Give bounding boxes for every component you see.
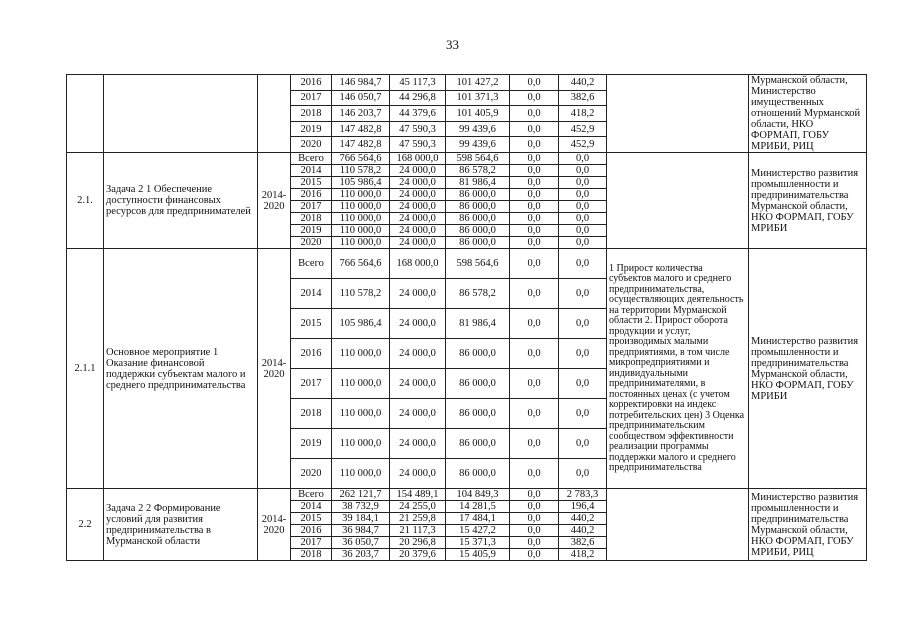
year-cell: 2020	[291, 237, 332, 249]
value-cell: 147 482,8	[332, 121, 390, 137]
value-cell: 0,0	[510, 309, 559, 339]
section-period: 2014-2020	[258, 153, 291, 249]
value-cell: 101 371,3	[446, 90, 510, 106]
value-cell: 196,4	[559, 501, 607, 513]
year-cell: 2017	[291, 537, 332, 549]
value-cell: 86 000,0	[446, 225, 510, 237]
value-cell: 0,0	[559, 237, 607, 249]
section-executors: Министерство развития промышленности и предпринимательства Мурманской области, НКО ФОРМАП, ГОБУ МРИБИ, РИЦ	[749, 489, 867, 561]
value-cell: 0,0	[559, 177, 607, 189]
section-executors: Министерство развития промышленности и предпринимательства Мурманской области, НКО ФОРМАП, ГОБУ МРИБИ	[749, 153, 867, 249]
value-cell: 110 000,0	[332, 213, 390, 225]
value-cell: 0,0	[510, 213, 559, 225]
value-cell: 0,0	[559, 153, 607, 165]
section-executors: Министерство развития промышленности и предпринимательства Мурманской области, НКО ФОРМАП, ГОБУ МРИБИ	[749, 249, 867, 489]
year-cell: 2015	[291, 309, 332, 339]
value-cell: 24 000,0	[390, 165, 446, 177]
value-cell: 0,0	[510, 399, 559, 429]
value-cell: 24 000,0	[390, 177, 446, 189]
section-number: 2.1.	[67, 153, 104, 249]
value-cell: 110 578,2	[332, 279, 390, 309]
value-cell: 110 578,2	[332, 165, 390, 177]
value-cell: 110 000,0	[332, 339, 390, 369]
year-cell: 2020	[291, 459, 332, 489]
year-cell: 2020	[291, 137, 332, 153]
value-cell: 86 000,0	[446, 369, 510, 399]
section-executors: Мурманской области, Министерство имущественных отношений Мурманской области, НКО ФОРМАП, ГОБУ МРИБИ, РИЦ	[749, 75, 867, 153]
value-cell: 105 986,4	[332, 177, 390, 189]
value-cell: 0,0	[510, 237, 559, 249]
value-cell: 0,0	[510, 121, 559, 137]
year-cell: 2014	[291, 279, 332, 309]
value-cell: 0,0	[510, 513, 559, 525]
value-cell: 20 379,6	[390, 549, 446, 561]
value-cell: 86 000,0	[446, 429, 510, 459]
value-cell: 0,0	[510, 90, 559, 106]
year-cell: 2014	[291, 501, 332, 513]
value-cell: 0,0	[510, 525, 559, 537]
value-cell: 262 121,7	[332, 489, 390, 501]
year-cell: 2017	[291, 201, 332, 213]
value-cell: 0,0	[559, 213, 607, 225]
value-cell: 24 000,0	[390, 339, 446, 369]
value-cell: 0,0	[510, 249, 559, 279]
value-cell: 0,0	[510, 369, 559, 399]
value-cell: 0,0	[510, 501, 559, 513]
value-cell: 21 117,3	[390, 525, 446, 537]
value-cell: 146 203,7	[332, 106, 390, 122]
year-cell: 2015	[291, 177, 332, 189]
value-cell: 86 000,0	[446, 339, 510, 369]
year-cell: 2016	[291, 525, 332, 537]
value-cell: 0,0	[559, 339, 607, 369]
value-cell: 110 000,0	[332, 399, 390, 429]
value-cell: 86 000,0	[446, 237, 510, 249]
value-cell: 0,0	[510, 75, 559, 91]
value-cell: 24 000,0	[390, 189, 446, 201]
value-cell: 598 564,6	[446, 153, 510, 165]
value-cell: 766 564,6	[332, 249, 390, 279]
value-cell: 110 000,0	[332, 225, 390, 237]
year-cell: 2018	[291, 106, 332, 122]
table-body	[67, 75, 867, 561]
section-indicators	[607, 153, 749, 249]
value-cell: 440,2	[559, 75, 607, 91]
value-cell: 168 000,0	[390, 153, 446, 165]
value-cell: 0,0	[559, 459, 607, 489]
value-cell: 0,0	[559, 279, 607, 309]
value-cell: 24 000,0	[390, 225, 446, 237]
value-cell: 382,6	[559, 90, 607, 106]
value-cell: 766 564,6	[332, 153, 390, 165]
value-cell: 440,2	[559, 525, 607, 537]
year-cell: 2017	[291, 369, 332, 399]
value-cell: 24 000,0	[390, 237, 446, 249]
value-cell: 86 578,2	[446, 165, 510, 177]
year-cell: 2019	[291, 429, 332, 459]
value-cell: 598 564,6	[446, 249, 510, 279]
value-cell: 0,0	[559, 201, 607, 213]
value-cell: 110 000,0	[332, 429, 390, 459]
value-cell: 14 281,5	[446, 501, 510, 513]
section-period: 2014-2020	[258, 249, 291, 489]
value-cell: 418,2	[559, 106, 607, 122]
value-cell: 21 259,8	[390, 513, 446, 525]
value-cell: 86 000,0	[446, 459, 510, 489]
value-cell: 0,0	[510, 459, 559, 489]
value-cell: 105 986,4	[332, 309, 390, 339]
value-cell: 45 117,3	[390, 75, 446, 91]
value-cell: 24 000,0	[390, 399, 446, 429]
value-cell: 146 050,7	[332, 90, 390, 106]
section-indicators	[607, 489, 749, 561]
value-cell: 17 484,1	[446, 513, 510, 525]
value-cell: 15 405,9	[446, 549, 510, 561]
value-cell: 15 371,3	[446, 537, 510, 549]
section-name: Задача 2 2 Формирование условий для развития предпринимательства в Мурманской области	[104, 489, 258, 561]
value-cell: 24 000,0	[390, 459, 446, 489]
value-cell: 86 000,0	[446, 189, 510, 201]
value-cell: 0,0	[510, 537, 559, 549]
value-cell: 0,0	[510, 153, 559, 165]
section-number: 2.2	[67, 489, 104, 561]
value-cell: 24 000,0	[390, 213, 446, 225]
table-row	[67, 153, 867, 165]
table-row	[67, 75, 867, 91]
year-cell: 2016	[291, 75, 332, 91]
year-cell: 2014	[291, 165, 332, 177]
value-cell: 99 439,6	[446, 121, 510, 137]
value-cell: 101 405,9	[446, 106, 510, 122]
value-cell: 2 783,3	[559, 489, 607, 501]
value-cell: 0,0	[510, 201, 559, 213]
value-cell: 0,0	[510, 189, 559, 201]
value-cell: 452,9	[559, 137, 607, 153]
value-cell: 0,0	[510, 429, 559, 459]
year-cell: 2016	[291, 339, 332, 369]
value-cell: 39 184,1	[332, 513, 390, 525]
value-cell: 0,0	[510, 339, 559, 369]
value-cell: 47 590,3	[390, 137, 446, 153]
value-cell: 24 000,0	[390, 309, 446, 339]
program-table	[66, 74, 867, 561]
value-cell: 146 984,7	[332, 75, 390, 91]
value-cell: 0,0	[510, 165, 559, 177]
value-cell: 24 000,0	[390, 429, 446, 459]
value-cell: 104 849,3	[446, 489, 510, 501]
value-cell: 452,9	[559, 121, 607, 137]
value-cell: 20 296,8	[390, 537, 446, 549]
value-cell: 81 986,4	[446, 309, 510, 339]
year-cell: 2016	[291, 189, 332, 201]
value-cell: 24 255,0	[390, 501, 446, 513]
value-cell: 110 000,0	[332, 189, 390, 201]
value-cell: 0,0	[559, 369, 607, 399]
page-number: 33	[446, 37, 459, 52]
value-cell: 44 296,8	[390, 90, 446, 106]
year-cell: Всего	[291, 249, 332, 279]
section-number	[67, 75, 104, 153]
value-cell: 47 590,3	[390, 121, 446, 137]
value-cell: 86 578,2	[446, 279, 510, 309]
section-name: Задача 2 1 Обеспечение доступности финансовых ресурсов для предпринимателей	[104, 153, 258, 249]
value-cell: 154 489,1	[390, 489, 446, 501]
value-cell: 81 986,4	[446, 177, 510, 189]
year-cell: 2018	[291, 213, 332, 225]
value-cell: 0,0	[559, 399, 607, 429]
section-indicators: 1 Прирост количества субъектов малого и среднего предпринимательства, осуществляющих деятельность на территории Мурманской области 2. Прирост оборота продукции и услуг, производимых малыми предприятиями, в том числе микропредприятиями и индивидуальными предпринимателями, в постоянных ценах (с учетом корректировки на индекс потребительских цен) 3 Оценка предпринимательским сообществом эффективности реализации программы поддержки малого и среднего предпринимательства	[607, 249, 749, 489]
value-cell: 101 427,2	[446, 75, 510, 91]
year-cell: Всего	[291, 153, 332, 165]
value-cell: 0,0	[559, 189, 607, 201]
value-cell: 110 000,0	[332, 201, 390, 213]
value-cell: 440,2	[559, 513, 607, 525]
section-period: 2014-2020	[258, 489, 291, 561]
value-cell: 15 427,2	[446, 525, 510, 537]
year-cell: 2018	[291, 399, 332, 429]
value-cell: 382,6	[559, 537, 607, 549]
section-period	[258, 75, 291, 153]
value-cell: 0,0	[559, 249, 607, 279]
value-cell: 24 000,0	[390, 369, 446, 399]
value-cell: 0,0	[510, 137, 559, 153]
value-cell: 0,0	[510, 177, 559, 189]
year-cell: Всего	[291, 489, 332, 501]
year-cell: 2019	[291, 121, 332, 137]
value-cell: 147 482,8	[332, 137, 390, 153]
table-row	[67, 489, 867, 501]
table-row	[67, 249, 867, 279]
year-cell: 2017	[291, 90, 332, 106]
section-name: Основное мероприятие 1 Оказание финансовой поддержки субъектам малого и среднего предпринимательства	[104, 249, 258, 489]
section-name	[104, 75, 258, 153]
value-cell: 168 000,0	[390, 249, 446, 279]
value-cell: 99 439,6	[446, 137, 510, 153]
value-cell: 110 000,0	[332, 459, 390, 489]
section-indicators	[607, 75, 749, 153]
value-cell: 0,0	[559, 309, 607, 339]
value-cell: 86 000,0	[446, 399, 510, 429]
year-cell: 2015	[291, 513, 332, 525]
value-cell: 0,0	[510, 225, 559, 237]
value-cell: 24 000,0	[390, 279, 446, 309]
value-cell: 418,2	[559, 549, 607, 561]
value-cell: 0,0	[510, 549, 559, 561]
value-cell: 86 000,0	[446, 201, 510, 213]
value-cell: 36 050,7	[332, 537, 390, 549]
value-cell: 0,0	[559, 165, 607, 177]
value-cell: 110 000,0	[332, 237, 390, 249]
value-cell: 44 379,6	[390, 106, 446, 122]
value-cell: 38 732,9	[332, 501, 390, 513]
value-cell: 36 984,7	[332, 525, 390, 537]
value-cell: 110 000,0	[332, 369, 390, 399]
value-cell: 36 203,7	[332, 549, 390, 561]
year-cell: 2019	[291, 225, 332, 237]
value-cell: 86 000,0	[446, 213, 510, 225]
value-cell: 0,0	[559, 225, 607, 237]
value-cell: 0,0	[510, 106, 559, 122]
value-cell: 0,0	[559, 429, 607, 459]
value-cell: 24 000,0	[390, 201, 446, 213]
value-cell: 0,0	[510, 489, 559, 501]
section-number: 2.1.1	[67, 249, 104, 489]
value-cell: 0,0	[510, 279, 559, 309]
year-cell: 2018	[291, 549, 332, 561]
